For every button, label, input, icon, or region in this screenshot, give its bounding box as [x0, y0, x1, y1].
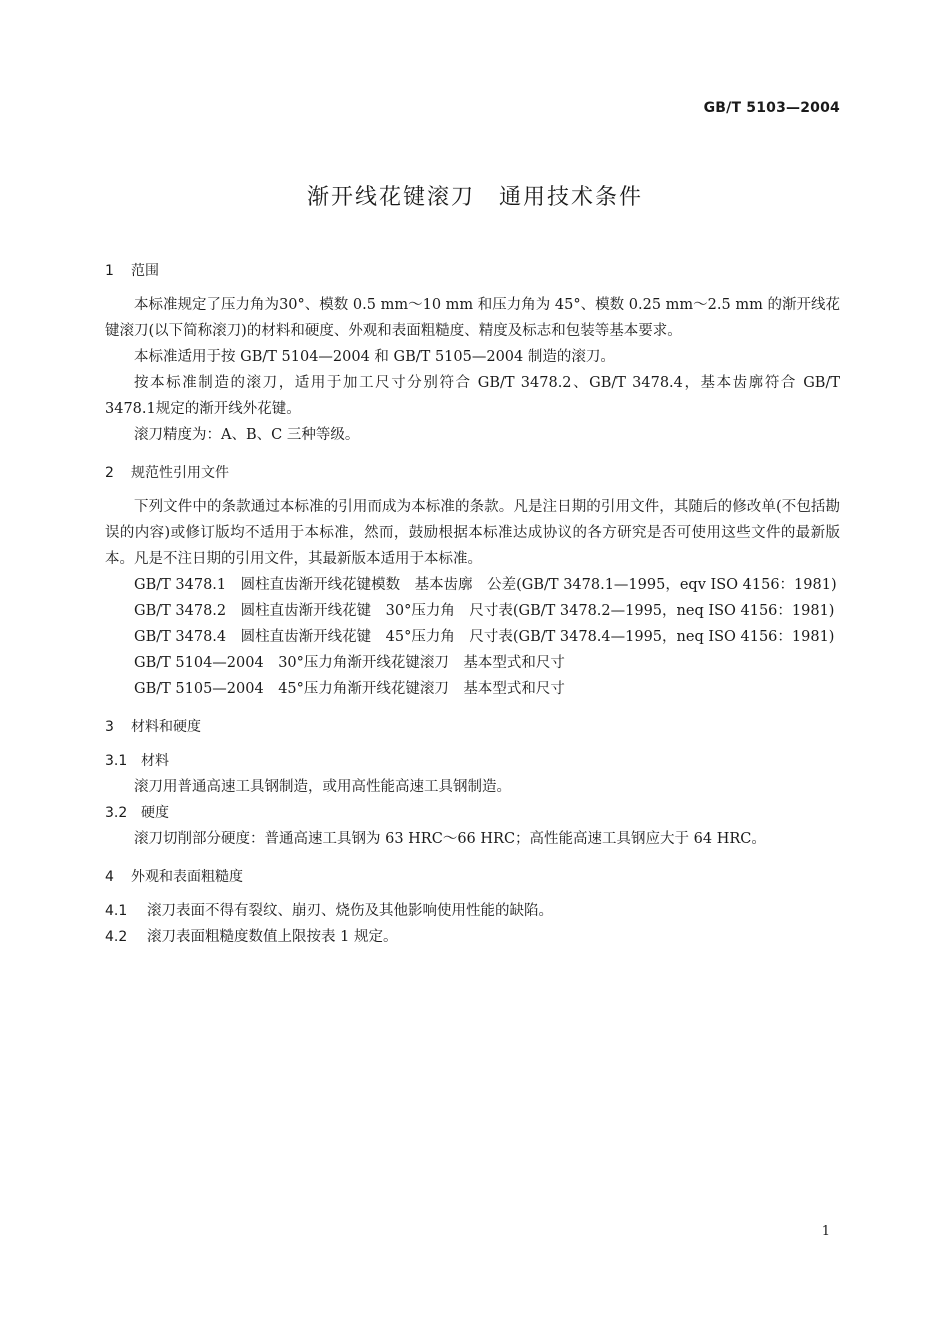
- paragraph: 下列文件中的条款通过本标准的引用而成为本标准的条款。凡是注日期的引用文件，其随后的修改单(不包括勘误的内容)或修订版均不适用于本标准，然而，鼓励根据本标准达成协议的各方研究是否可使用这些文件的最新版本。凡是不注日期的引用文件，其最新版本适用于本标准。: [105, 499, 840, 567]
- clause: [105, 898, 840, 924]
- paragraph: 本标准适用于按 GB/T 5104—2004 和 GB/T 5105—2004 制造的滚刀。: [134, 349, 615, 365]
- subsection-title: 硬度: [141, 805, 169, 821]
- paragraph: 滚刀切削部分硬度：普通高速工具钢为 63 HRC～66 HRC；高性能高速工具钢应大于 64 HRC。: [134, 831, 766, 847]
- subsection-number: 3.2: [105, 805, 128, 821]
- reference-item: GB/T 5104—2004 30°压力角渐开线花键滚刀 基本型式和尺寸: [134, 655, 565, 671]
- reference-item: GB/T 3478.2 圆柱直齿渐开线花键 30°压力角 尺寸表(GB/T 3478.2—1995，neq ISO 4156：1981): [134, 603, 835, 619]
- reference-item: GB/T 3478.4 圆柱直齿渐开线花键 45°压力角 尺寸表(GB/T 3478.4—1995，neq ISO 4156：1981): [134, 629, 835, 645]
- section-normative-references: [105, 460, 840, 702]
- section-heading: [105, 258, 840, 284]
- paragraph: 滚刀精度为：A、B、C 三种等级。: [134, 427, 360, 443]
- subsection-heading: [105, 800, 840, 826]
- section-heading: [105, 714, 840, 740]
- clause-number: 4.1: [105, 903, 128, 919]
- subsection-number: 3.1: [105, 753, 128, 769]
- subsection-heading: [105, 748, 840, 774]
- section-heading: [105, 460, 840, 486]
- paragraph: 按本标准制造的滚刀，适用于加工尺寸分别符合 GB/T 3478.2、GB/T 3478.4，基本齿廓符合 GB/T 3478.1规定的渐开线外花键。: [105, 375, 840, 417]
- paragraph: 滚刀用普通高速工具钢制造，或用高性能高速工具钢制造。: [134, 779, 511, 795]
- subsection-title: 材料: [141, 753, 169, 769]
- section-title: 材料和硬度: [131, 719, 201, 735]
- section-number: 1: [105, 263, 114, 279]
- page-number: 1: [821, 1224, 830, 1239]
- section-number: 3: [105, 719, 114, 735]
- clause-text: 滚刀表面粗糙度数值上限按表 1 规定。: [147, 929, 398, 945]
- section-appearance-roughness: [105, 864, 840, 950]
- document-body: [105, 258, 840, 962]
- page-title: 渐开线花键滚刀 通用技术条件: [306, 185, 643, 210]
- section-title: 范围: [131, 263, 159, 279]
- paragraph: 本标准规定了压力角为30°、模数 0.5 mm～10 mm 和压力角为 45°、模数 0.25 mm～2.5 mm 的渐开线花键滚刀(以下简称滚刀)的材料和硬度、外观和表面粗糙度、精度及标志和包装等基本要求。: [105, 297, 840, 339]
- clause-text: 滚刀表面不得有裂纹、崩刃、烧伤及其他影响使用性能的缺陷。: [147, 903, 553, 919]
- section-number: 2: [105, 465, 114, 481]
- section-title: 外观和表面粗糙度: [131, 869, 243, 885]
- reference-item: GB/T 5105—2004 45°压力角渐开线花键滚刀 基本型式和尺寸: [134, 681, 565, 697]
- section-scope: [105, 258, 840, 448]
- standard-number: GB/T 5103—2004: [703, 100, 840, 116]
- section-heading: [105, 864, 840, 890]
- section-title: 规范性引用文件: [131, 465, 229, 481]
- section-number: 4: [105, 869, 114, 885]
- section-material-hardness: [105, 714, 840, 852]
- clause-number: 4.2: [105, 929, 128, 945]
- reference-item: GB/T 3478.1 圆柱直齿渐开线花键模数 基本齿廓 公差(GB/T 3478.1—1995，eqv ISO 4156：1981): [134, 577, 837, 593]
- clause: [105, 924, 840, 950]
